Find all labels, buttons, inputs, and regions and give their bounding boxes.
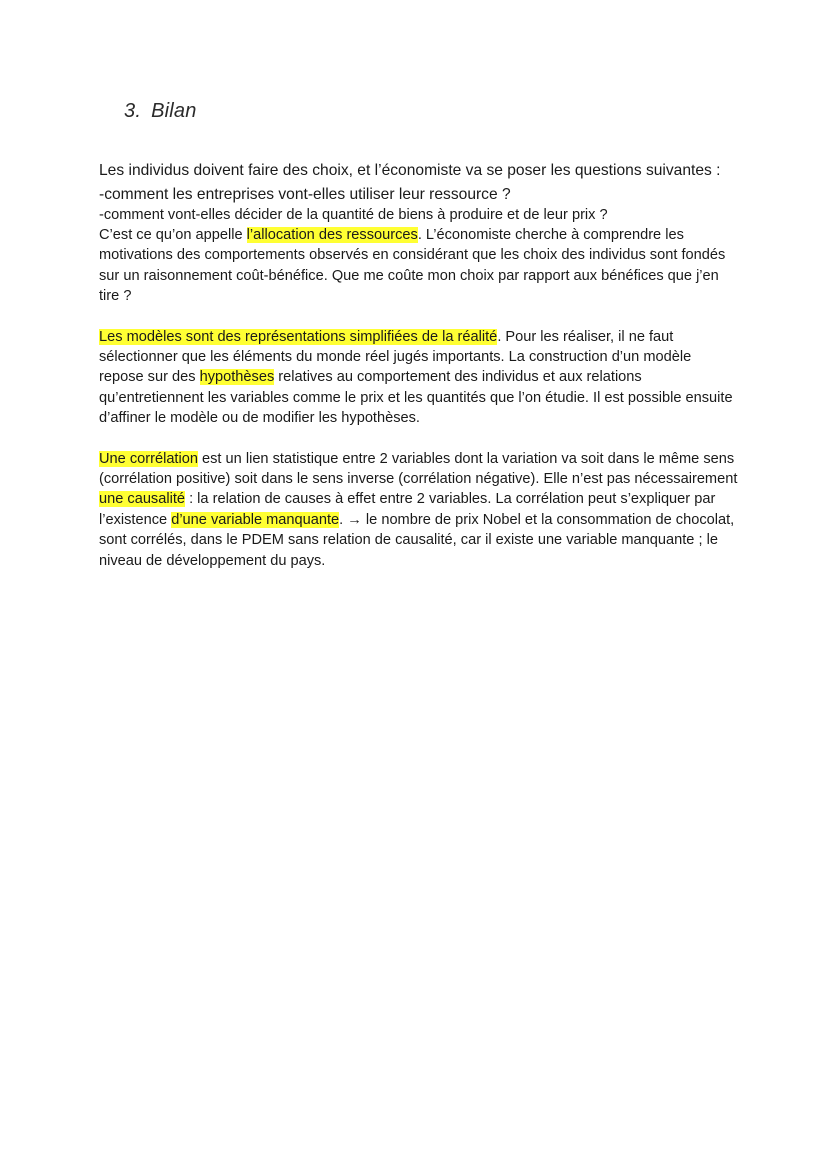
paragraph-correlation-text3: . → le nombre de prix Nobel et la consommation de chocolat, sont corrélés, dans le PDEM sans relation de causalité, car il existe une variable manquante ; le niveau de développement du pays. [99, 511, 735, 569]
highlight-causality: une causalité [99, 491, 186, 508]
highlight-hypotheses: hypothèses [199, 369, 275, 386]
paragraph-correlation-text1: est un lien statistique entre 2 variables dont la variation va soit dans le même sens (corrélation positive) soit dans le sens inverse (corrélation négative). Elle n’est pas nécessairement [99, 450, 738, 487]
section-heading [124, 100, 197, 123]
highlight-correlation: Une corrélation [99, 450, 198, 467]
highlight-allocation: l’allocation des ressources [246, 226, 418, 243]
intro-paragraph: Les individus doivent faire des choix, et l’économiste va se poser les questions suivantes : [99, 162, 721, 179]
paragraph-correlation-text2: : la relation de causes à effet entre 2 variables. La corrélation peut s’expliquer par l’existence [99, 491, 716, 528]
section-title: Bilan [151, 100, 197, 122]
paragraph-allocation-pre: C’est ce qu’on appelle [99, 226, 247, 243]
document-body [99, 160, 739, 571]
paragraph-allocation [99, 225, 739, 307]
highlight-models: Les modèles sont des représentations simplifiées de la réalité [99, 328, 498, 345]
question-resources: -comment les entreprises vont-elles utiliser leur ressource ? [99, 185, 511, 203]
paragraph-models [99, 327, 739, 429]
highlight-missing-variable: d’une variable manquante [171, 511, 340, 528]
paragraph-models-text1: . Pour les réaliser, il ne faut sélectionner que les éléments du monde réel jugés importants. La construction d’un modèle repose sur des [99, 328, 692, 386]
question-quantity-price: -comment vont-elles décider de la quantité de biens à produire et de leur prix ? [99, 206, 608, 223]
paragraph-correlation [99, 449, 739, 571]
paragraph-models-text2: relatives au comportement des individus et aux relations qu’entretiennent les variables comme le prix et les quantités que l’on étudie. Il est possible ensuite d’affiner le modèle ou de modifier les hypothèses. [99, 369, 733, 427]
section-number: 3. [124, 100, 142, 122]
paragraph-allocation-post: . L’économiste cherche à comprendre les motivations des comportements observés en considérant que les choix des individus sont fondés sur un raisonnement coût-bénéfice. Que me coûte mon choix par rapport aux bénéfices que j’en tire ? [99, 226, 726, 305]
